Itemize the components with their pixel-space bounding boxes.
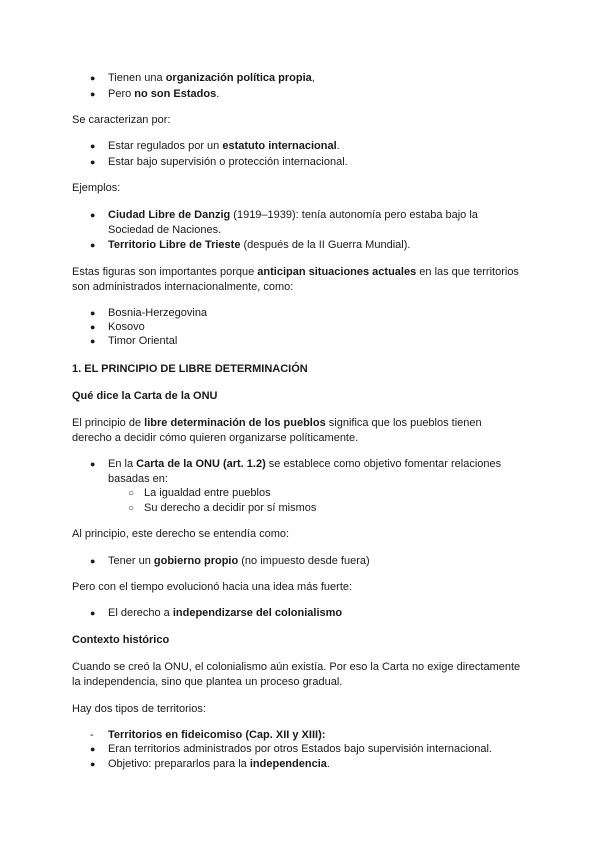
list-item: Territorio Libre de Trieste (después de la II Guerra Mundial). [108,239,411,251]
list-item: Territorios en fideicomiso (Cap. XII y XIII): [108,729,326,741]
subsection-heading: Contexto histórico [72,634,170,646]
list-item: Tienen una organización política propia, [108,72,315,84]
paragraph: Estas figuras son importantes porque anticipan situaciones actuales en las que territorios [72,266,519,278]
list-item: Estar bajo supervisión o protección internacional. [108,156,348,168]
bullet-icon: ● [90,759,96,769]
bullet-icon: ● [90,240,96,250]
paragraph: Pero con el tiempo evolucionó hacia una idea más fuerte: [72,581,353,593]
bullet-icon: ● [90,744,96,754]
list-item: Bosnia-Herzegovina [108,307,208,319]
circle-bullet-icon: ○ [128,503,135,514]
bullet-icon: ● [90,210,96,220]
list-item: Estar regulados por un estatuto internacional. [108,140,340,152]
bullet-icon: ● [90,89,96,99]
circle-bullet-icon: ○ [128,488,135,499]
list-item-continuation: basadas en: [108,473,168,485]
bullet-icon: ● [90,73,96,83]
list-item: En la Carta de la ONU (art. 1.2) se establece como objetivo fomentar relaciones [108,458,502,470]
paragraph-continuation: la independencia, sino que plantea un proceso gradual. [72,676,343,688]
paragraph-continuation: son administrados internacionalmente, como: [72,281,294,293]
bullet-icon: ● [90,308,96,318]
list-item: Tener un gobierno propio (no impuesto desde fuera) [108,555,370,567]
list-item: Timor Oriental [108,335,178,347]
list-item-continuation: Sociedad de Naciones. [108,224,222,236]
bullet-icon: ● [90,459,96,469]
sublist-item: Su derecho a decidir por sí mismos [144,502,317,514]
paragraph: Cuando se creó la ONU, el colonialismo aún existía. Por eso la Carta no exige directamente [72,661,521,673]
bullet-icon: ● [90,336,96,346]
bullet-icon: ● [90,608,96,618]
bullet-icon: ● [90,141,96,151]
paragraph: Ejemplos: [72,182,121,194]
paragraph-continuation: derecho a decidir cómo quieren organizarse políticamente. [72,432,359,444]
list-item: Pero no son Estados. [108,88,220,100]
list-item: Eran territorios administrados por otros Estados bajo supervisión internacional. [108,743,492,755]
list-item: Ciudad Libre de Danzig (1919–1939): tenía autonomía pero estaba bajo la [108,209,478,221]
bullet-icon: ● [90,556,96,566]
list-item: Objetivo: prepararlos para la independencia. [108,758,330,770]
list-item: El derecho a independizarse del colonialismo [108,607,343,619]
section-heading: 1. EL PRINCIPIO DE LIBRE DETERMINACIÓN [72,363,308,375]
bullet-icon: ● [90,322,96,332]
subsection-heading: Qué dice la Carta de la ONU [72,390,218,402]
paragraph: Hay dos tipos de territorios: [72,703,206,715]
paragraph: Al principio, este derecho se entendía como: [72,528,290,540]
paragraph: Se caracterizan por: [72,114,171,126]
bullet-icon: ● [90,157,96,167]
list-item: Kosovo [108,321,145,333]
dash-bullet-icon: - [90,729,94,741]
paragraph: El principio de libre determinación de los pueblos significa que los pueblos tienen [72,417,482,429]
sublist-item: La igualdad entre pueblos [144,487,271,499]
